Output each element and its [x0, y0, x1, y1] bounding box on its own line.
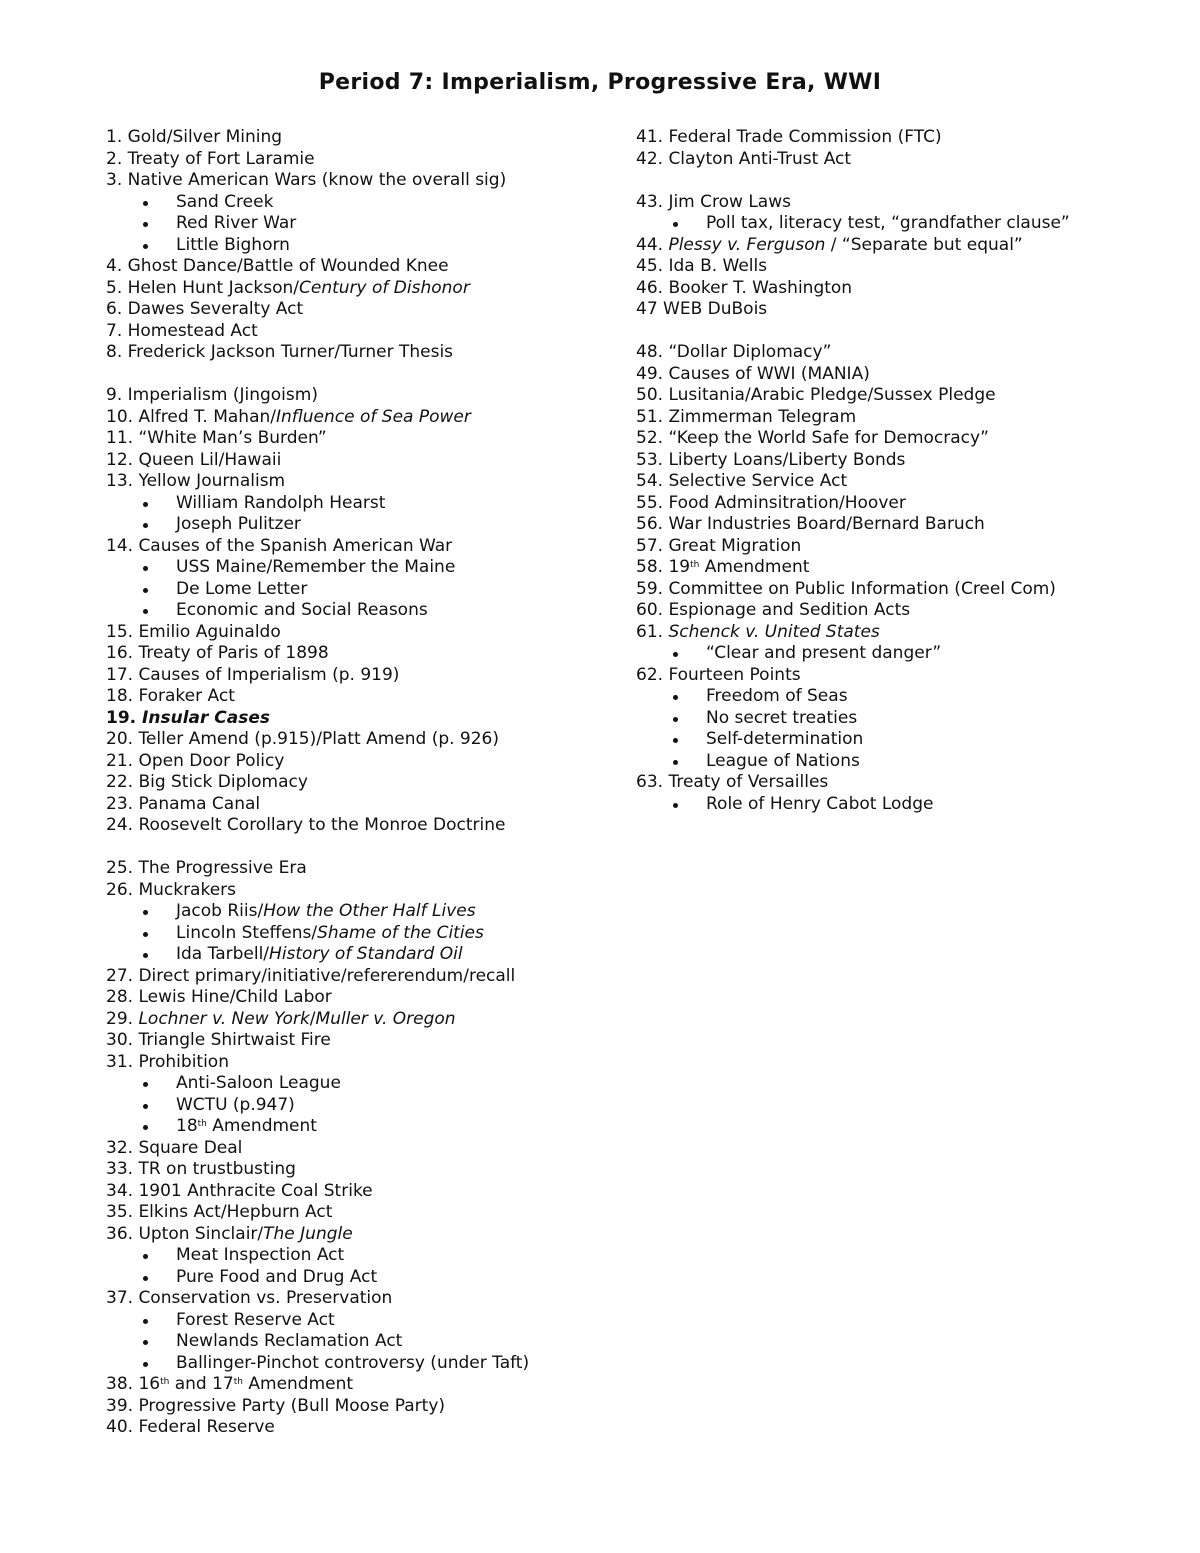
item-text: Jacob Riis/ — [176, 901, 264, 921]
list-item — [106, 1374, 626, 1396]
item-text: / — [309, 1008, 316, 1029]
list-item — [106, 321, 626, 343]
spacer — [106, 837, 626, 859]
item-text: Plessy v. Ferguson — [668, 234, 826, 255]
item-text: th — [233, 1377, 243, 1387]
item-text: 59. Committee on Public Information (Creel Com) — [636, 578, 1056, 599]
list-item — [106, 450, 626, 472]
list-item — [106, 471, 626, 493]
item-text: Lochner v. New York — [138, 1008, 310, 1029]
list-item — [106, 987, 626, 1009]
sub-bullet-item — [106, 579, 626, 601]
sub-bullet-item — [106, 213, 626, 235]
item-text: Ballinger-Pinchot controversy (under Taft) — [176, 1352, 530, 1373]
item-text: 63. Treaty of Versailles — [636, 772, 829, 792]
list-item — [636, 536, 1156, 558]
item-text: 49. Causes of WWI (MANIA) — [636, 363, 870, 384]
list-item — [106, 794, 626, 816]
list-item — [636, 407, 1156, 429]
sub-bullet-item — [106, 1331, 626, 1353]
list-item — [106, 665, 626, 687]
item-text: th — [690, 560, 700, 570]
item-text: 41. Federal Trade Commission (FTC) — [636, 127, 942, 147]
sub-bullet-item — [636, 686, 1156, 708]
list-item — [636, 450, 1156, 472]
item-text: 19. — [106, 707, 143, 728]
item-text: 7. Homestead Act — [106, 320, 258, 341]
sub-bullet-item — [106, 514, 626, 536]
item-text: 57. Great Migration — [636, 535, 802, 556]
item-text: 32. Square Deal — [106, 1137, 243, 1158]
list-item — [106, 622, 626, 644]
list-item — [636, 428, 1156, 450]
item-text: 1. Gold/Silver Mining — [106, 127, 283, 147]
sub-bullet-item — [106, 1310, 626, 1332]
item-text: 18 — [176, 1116, 198, 1136]
list-item — [106, 342, 626, 364]
item-text: 53. Liberty Loans/Liberty Bonds — [636, 449, 906, 470]
item-text: 11. “White Man’s Burden” — [106, 428, 327, 448]
sub-bullet-item — [106, 1116, 626, 1138]
list-item — [106, 127, 626, 149]
sub-bullet-item — [106, 901, 626, 923]
item-text: Poll tax, literacy test, “grandfather clause” — [706, 213, 1070, 233]
item-text: 36. Upton Sinclair/ — [106, 1223, 264, 1244]
list-item — [106, 385, 626, 407]
item-text: 5. Helen Hunt Jackson/ — [106, 277, 300, 298]
item-text: 25. The Progressive Era — [106, 858, 307, 878]
item-text: USS Maine/Remember the Maine — [176, 557, 456, 577]
sub-bullet-item — [636, 643, 1156, 665]
sub-bullet-item — [106, 1095, 626, 1117]
list-item — [636, 299, 1156, 321]
list-item — [106, 1224, 626, 1246]
list-item — [106, 858, 626, 880]
list-item — [106, 256, 626, 278]
item-text: 61. — [636, 621, 669, 642]
item-text: th — [160, 1377, 170, 1387]
item-text: Amendment — [699, 557, 810, 577]
item-text: Century of Dishonor — [299, 277, 470, 298]
list-item — [106, 299, 626, 321]
item-text: Role of Henry Cabot Lodge — [706, 793, 934, 814]
item-text: Freedom of Seas — [706, 686, 848, 706]
list-item — [106, 1288, 626, 1310]
item-text: Self-determination — [706, 729, 864, 749]
item-text: / “Separate but equal” — [825, 234, 1023, 255]
item-text: 13. Yellow Journalism — [106, 471, 286, 491]
list-item — [636, 364, 1156, 386]
spacer — [636, 321, 1156, 343]
item-text: 18. Foraker Act — [106, 686, 235, 706]
list-item — [636, 127, 1156, 149]
item-text: 14. Causes of the Spanish American War — [106, 535, 453, 556]
item-text: th — [197, 1119, 207, 1129]
list-item — [636, 256, 1156, 278]
item-text: 27. Direct primary/initiative/refererendum/recall — [106, 965, 516, 986]
list-item — [636, 665, 1156, 687]
list-item — [106, 1159, 626, 1181]
sub-bullet-item — [106, 600, 626, 622]
item-text: 50. Lusitania/Arabic Pledge/Sussex Pledge — [636, 385, 996, 405]
item-text: Anti-Saloon League — [176, 1073, 341, 1093]
item-text: 17. Causes of Imperialism (p. 919) — [106, 664, 400, 685]
item-text: William Randolph Hearst — [176, 492, 386, 513]
list-item — [106, 278, 626, 300]
item-text: Amendment — [242, 1374, 354, 1394]
item-text: 44. — [636, 234, 669, 255]
item-text: The Jungle — [263, 1223, 353, 1244]
item-text: 2. Treaty of Fort Laramie — [106, 148, 315, 169]
list-item — [106, 407, 626, 429]
list-item — [636, 622, 1156, 644]
sub-bullet-item — [106, 1073, 626, 1095]
item-text: 10. Alfred T. Mahan/ — [106, 406, 276, 427]
list-item — [106, 1181, 626, 1203]
item-text: 28. Lewis Hine/Child Labor — [106, 987, 332, 1007]
item-text: 52. “Keep the World Safe for Democracy” — [636, 428, 989, 448]
item-text: 12. Queen Lil/Hawaii — [106, 449, 282, 470]
item-text: Red River War — [176, 213, 297, 233]
list-item — [106, 966, 626, 988]
list-item — [106, 643, 626, 665]
list-item — [106, 686, 626, 708]
list-item — [106, 536, 626, 558]
list-item — [636, 579, 1156, 601]
list-item — [106, 708, 626, 730]
item-text: 31. Prohibition — [106, 1051, 229, 1072]
item-text: 15. Emilio Aguinaldo — [106, 621, 281, 642]
item-text: 40. Federal Reserve — [106, 1417, 275, 1437]
item-text: Newlands Reclamation Act — [176, 1331, 403, 1351]
item-text: Muller v. Oregon — [315, 1008, 456, 1029]
item-text: 30. Triangle Shirtwaist Fire — [106, 1030, 331, 1050]
item-text: 23. Panama Canal — [106, 793, 261, 814]
item-text: 16. Treaty of Paris of 1898 — [106, 643, 329, 663]
item-text: 37. Conservation vs. Preservation — [106, 1288, 393, 1308]
item-text: 21. Open Door Policy — [106, 750, 285, 771]
item-text: 55. Food Adminsitration/Hoover — [636, 492, 906, 513]
item-text: 38. 16 — [106, 1374, 161, 1394]
item-text: 20. Teller Amend (p.915)/Platt Amend (p. 926) — [106, 729, 500, 749]
spacer — [106, 364, 626, 386]
item-text: Shame of the Cities — [317, 922, 484, 943]
list-item — [636, 149, 1156, 171]
sub-bullet-item — [106, 493, 626, 515]
item-text: No secret treaties — [706, 707, 858, 728]
sub-bullet-item — [106, 1353, 626, 1375]
item-text: 29. — [106, 1008, 139, 1029]
item-text: 6. Dawes Severalty Act — [106, 299, 304, 319]
item-text: “Clear and present danger” — [706, 643, 942, 663]
list-item — [106, 170, 626, 192]
item-text: Schenck v. United States — [668, 621, 880, 642]
item-text: 62. Fourteen Points — [636, 664, 801, 685]
item-text: Economic and Social Reasons — [176, 600, 428, 620]
list-item — [106, 1030, 626, 1052]
item-text: 56. War Industries Board/Bernard Baruch — [636, 514, 985, 534]
list-item — [106, 772, 626, 794]
list-item — [106, 1052, 626, 1074]
list-item — [636, 493, 1156, 515]
sub-bullet-item — [106, 1245, 626, 1267]
item-text: 42. Clayton Anti-Trust Act — [636, 148, 852, 169]
sub-bullet-item — [106, 944, 626, 966]
item-text: 9. Imperialism (Jingoism) — [106, 385, 318, 405]
sub-bullet-item — [106, 923, 626, 945]
list-item — [106, 1396, 626, 1418]
item-text: 58. 19 — [636, 557, 691, 577]
item-text: 35. Elkins Act/Hepburn Act — [106, 1202, 333, 1222]
right-column — [636, 127, 1156, 815]
list-item — [106, 1138, 626, 1160]
item-text: 8. Frederick Jackson Turner/Turner Thesis — [106, 342, 454, 362]
item-text: 34. 1901 Anthracite Coal Strike — [106, 1180, 373, 1201]
sub-bullet-item — [636, 213, 1156, 235]
item-text: Little Bighorn — [176, 234, 290, 255]
item-text: Pure Food and Drug Act — [176, 1266, 378, 1287]
left-column — [106, 127, 626, 1439]
item-text: Forest Reserve Act — [176, 1309, 335, 1330]
item-text: 46. Booker T. Washington — [636, 277, 853, 298]
item-text: 26. Muckrakers — [106, 879, 237, 900]
item-text: 48. “Dollar Diplomacy” — [636, 342, 832, 362]
list-item — [636, 514, 1156, 536]
item-text: 3. Native American Wars (know the overall sig) — [106, 170, 507, 190]
sub-bullet-item — [636, 729, 1156, 751]
list-item — [636, 772, 1156, 794]
page-title: Period 7: Imperialism, Progressive Era, WWI — [318, 70, 882, 95]
sub-bullet-item — [106, 1267, 626, 1289]
list-item — [636, 278, 1156, 300]
sub-bullet-item — [106, 235, 626, 257]
item-text: WCTU (p.947) — [176, 1094, 295, 1115]
list-item — [106, 1009, 626, 1031]
list-item — [636, 600, 1156, 622]
item-text: How the Other Half Lives — [263, 901, 476, 921]
item-text: League of Nations — [706, 750, 860, 771]
item-text: 60. Espionage and Sedition Acts — [636, 600, 911, 620]
list-item — [106, 1202, 626, 1224]
spacer — [636, 170, 1156, 192]
item-text: 4. Ghost Dance/Battle of Wounded Knee — [106, 256, 449, 276]
sub-bullet-item — [636, 751, 1156, 773]
list-item — [636, 557, 1156, 579]
list-item — [106, 815, 626, 837]
item-text: 47 WEB DuBois — [636, 299, 768, 319]
list-item — [106, 1417, 626, 1439]
item-text: Meat Inspection Act — [176, 1245, 345, 1265]
list-item — [636, 192, 1156, 214]
sub-bullet-item — [106, 557, 626, 579]
list-item — [106, 880, 626, 902]
list-item — [106, 149, 626, 171]
sub-bullet-item — [636, 708, 1156, 730]
item-text: and 17 — [169, 1374, 234, 1394]
item-text: Sand Creek — [176, 191, 274, 212]
list-item — [106, 729, 626, 751]
item-text: 33. TR on trustbusting — [106, 1159, 296, 1179]
item-text: History of Standard Oil — [269, 944, 463, 964]
item-text: 24. Roosevelt Corollary to the Monroe Doctrine — [106, 815, 506, 835]
item-text: 51. Zimmerman Telegram — [636, 406, 857, 427]
list-item — [636, 235, 1156, 257]
list-item — [106, 751, 626, 773]
item-text: Ida Tarbell/ — [176, 944, 270, 964]
item-text: Lincoln Steffens/ — [176, 922, 318, 943]
item-text: De Lome Letter — [176, 578, 308, 599]
sub-bullet-item — [106, 192, 626, 214]
list-item — [636, 471, 1156, 493]
item-text: 54. Selective Service Act — [636, 471, 848, 491]
item-text: Joseph Pulitzer — [176, 514, 301, 534]
item-text: Influence of Sea Power — [276, 406, 471, 427]
item-text: 22. Big Stick Diplomacy — [106, 772, 308, 792]
list-item — [106, 428, 626, 450]
item-text: 45. Ida B. Wells — [636, 256, 768, 276]
item-text: 39. Progressive Party (Bull Moose Party) — [106, 1395, 446, 1416]
list-item — [636, 342, 1156, 364]
item-text: 43. Jim Crow Laws — [636, 191, 791, 212]
list-item — [636, 385, 1156, 407]
sub-bullet-item — [636, 794, 1156, 816]
item-text: Amendment — [206, 1116, 317, 1136]
item-text: Insular Cases — [142, 707, 271, 728]
